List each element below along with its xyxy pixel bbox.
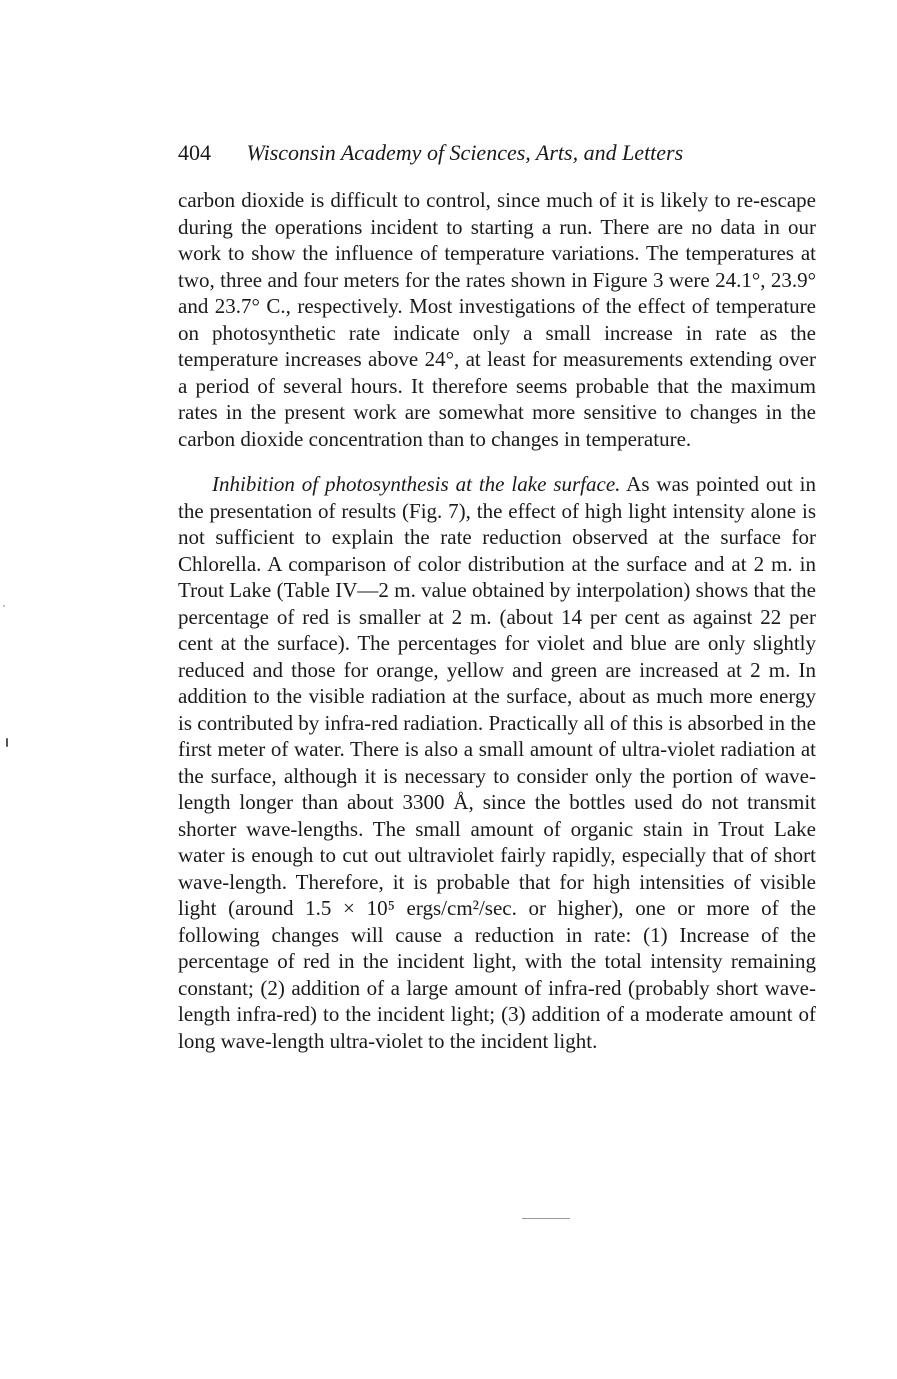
body-text <box>178 187 816 1054</box>
scan-speck <box>6 738 8 747</box>
paragraph-inhibition-body: As was pointed out in the presentation of results (Fig. 7), the effect of high light intensity alone is not sufficient to explain the rate reduction observed at the surface for Chlorella. A comparison of color distribution at the surface and at 2 m. in Trout Lake (Table IV—2 m. value obtained by interpolation) shows that the percentage of red is smaller at 2 m. (about 14 per cent as against 22 per cent at the surface). The percentages for violet and blue are only slightly reduced and those for orange, yellow and green are increased at 2 m. In addition to the visible radiation at the surface, about as much more energy is contributed by infra-red radiation. Practically all of this is absorbed in the first meter of water. There is also a small amount of ultra-violet radiation at the surface, although it is necessary to consider only the portion of wave-length longer than about 3300 Å, since the bottles used do not transmit shorter wave-lengths. The small amount of organic stain in Trout Lake water is enough to cut out ultraviolet fairly rapidly, especially that of short wave-length. Therefore, it is probable that for high intensities of visible light (around 1.5 × 10⁵ ergs/cm²/sec. or higher), one or more of the following changes will cause a reduction in rate: (1) Increase of the percentage of red in the incident light, with the total intensity remaining constant; (2) addition of a large amount of infra-red (probably short wave-length infra-red) to the incident light; (3) addition of a moderate amount of long wave-length ultra-violet to the incident light. <box>178 472 816 1053</box>
paragraph-heading-inhibition: Inhibition of photosynthesis at the lake surface. <box>212 472 621 496</box>
paragraph-temperature: carbon dioxide is difficult to control, since much of it is likely to re-escape during the operations incident to starting a run. There are no data in our work to show the influence of temperature variations. The temperatures at two, three and four meters for the rates shown in Figure 3 were 24.1°, 23.9° and 23.7° C., respectively. Most investigations of the effect of temperature on photosynthetic rate indicate only a small increase in rate as the temperature increases above 24°, at least for measurements extending over a period of several hours. It therefore seems probable that the maximum rates in the present work are somewhat more sensitive to changes in the carbon dioxide concentration than to changes in temperature. <box>178 188 816 451</box>
running-title: Wisconsin Academy of Sciences, Arts, and Letters <box>246 140 684 165</box>
paragraph-inhibition <box>178 471 816 1054</box>
page-number: 404 <box>178 140 211 165</box>
scan-speck <box>3 605 5 607</box>
scan-speck <box>522 1218 570 1219</box>
running-header <box>178 137 818 169</box>
